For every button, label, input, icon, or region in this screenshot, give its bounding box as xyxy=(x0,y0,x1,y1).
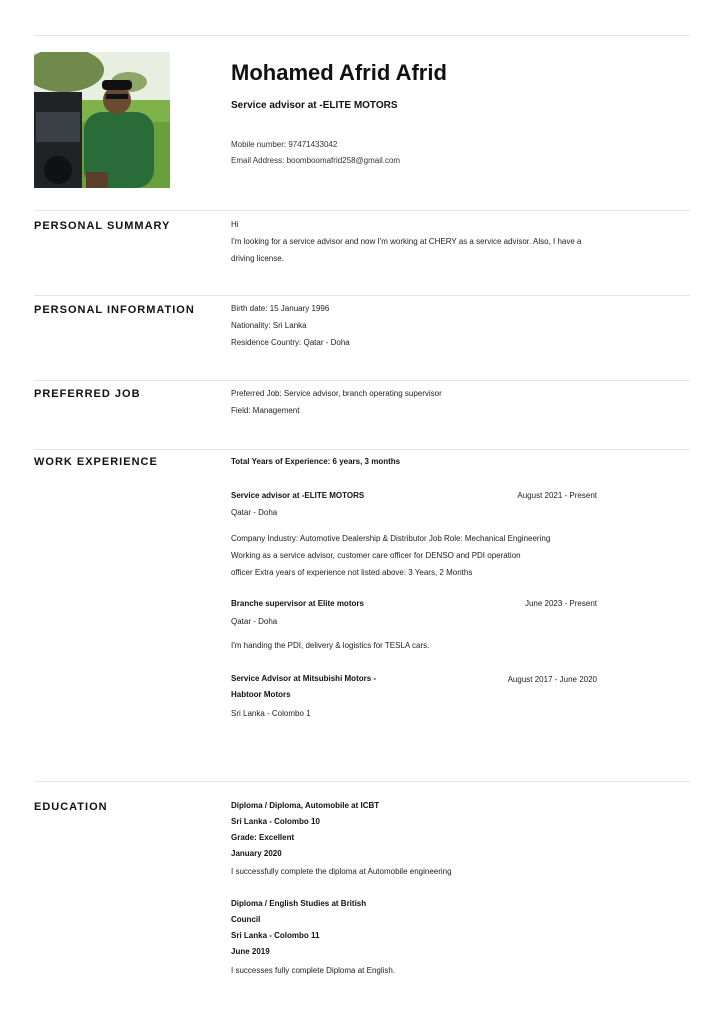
divider xyxy=(34,210,690,211)
total-experience: Total Years of Experience: 6 years, 3 months xyxy=(231,457,401,466)
education-heading: Diploma / English Studies at British Council Sri Lanka - Colombo 11 June 2019 xyxy=(231,899,367,956)
job-title: Service Advisor at Mitsubishi Motors - Habtoor Motors xyxy=(231,674,377,699)
section-label-summary: PERSONAL SUMMARY xyxy=(34,220,171,232)
job-date: August 2021 - Present xyxy=(517,491,597,500)
job-location: Qatar - Doha xyxy=(231,617,278,626)
section-label-preferred: PREFERRED JOB xyxy=(34,388,141,400)
job-date: August 2017 - June 2020 xyxy=(507,675,597,684)
section-label-personal: PERSONAL INFORMATION xyxy=(34,304,195,316)
job-description: Company Industry: Automotive Dealership & Distributor Job Role: Mechanical Engineering Working as a service advisor, customer care officer for DENSO and PDI operation officer Extra years of experience not listed above: 3 Years, 2 Months xyxy=(231,534,551,577)
job-location: Sri Lanka - Colombo 1 xyxy=(231,709,311,718)
profile-photo xyxy=(34,52,170,188)
top-divider xyxy=(34,35,690,36)
candidate-title: Service advisor at -ELITE MOTORS xyxy=(231,100,398,111)
residence-country: Residence Country: Qatar - Doha xyxy=(231,338,350,347)
preferred-field: Field: Management xyxy=(231,406,300,415)
mobile-number: Mobile number: 97471433042 xyxy=(231,140,338,149)
divider xyxy=(34,380,690,381)
nationality: Nationality: Sri Lanka xyxy=(231,321,307,330)
summary-text: I'm looking for a service advisor and now I'm working at CHERY as a service advisor. Also, I have a driving license. xyxy=(231,237,582,263)
summary-greeting: Hi xyxy=(231,220,239,229)
education-note: I successfully complete the diploma at Automobile engineering xyxy=(231,867,452,876)
divider xyxy=(34,781,690,782)
birth-date: Birth date: 15 January 1996 xyxy=(231,304,330,313)
candidate-name: Mohamed Afrid Afrid xyxy=(231,60,447,85)
job-location: Qatar - Doha xyxy=(231,508,278,517)
job-title: Branche supervisor at Elite motors xyxy=(231,599,364,608)
section-label-education: EDUCATION xyxy=(34,801,108,813)
education-note: I successes fully complete Diploma at English. xyxy=(231,966,396,975)
job-description: I'm handing the PDI, delivery & logistics for TESLA cars. xyxy=(231,641,430,650)
job-title: Service advisor at -ELITE MOTORS xyxy=(231,491,365,500)
email-address: Email Address: boomboomafrid258@gmail.com xyxy=(231,156,401,165)
job-date: June 2023 - Present xyxy=(524,599,597,608)
divider xyxy=(34,449,690,450)
divider xyxy=(34,295,690,296)
preferred-job: Preferred Job: Service advisor, branch operating supervisor xyxy=(231,389,442,398)
education-heading: Diploma / Diploma, Automobile at ICBT Sri Lanka - Colombo 10 Grade: Excellent January 2020 xyxy=(231,801,380,858)
section-label-work: WORK EXPERIENCE xyxy=(34,456,158,468)
